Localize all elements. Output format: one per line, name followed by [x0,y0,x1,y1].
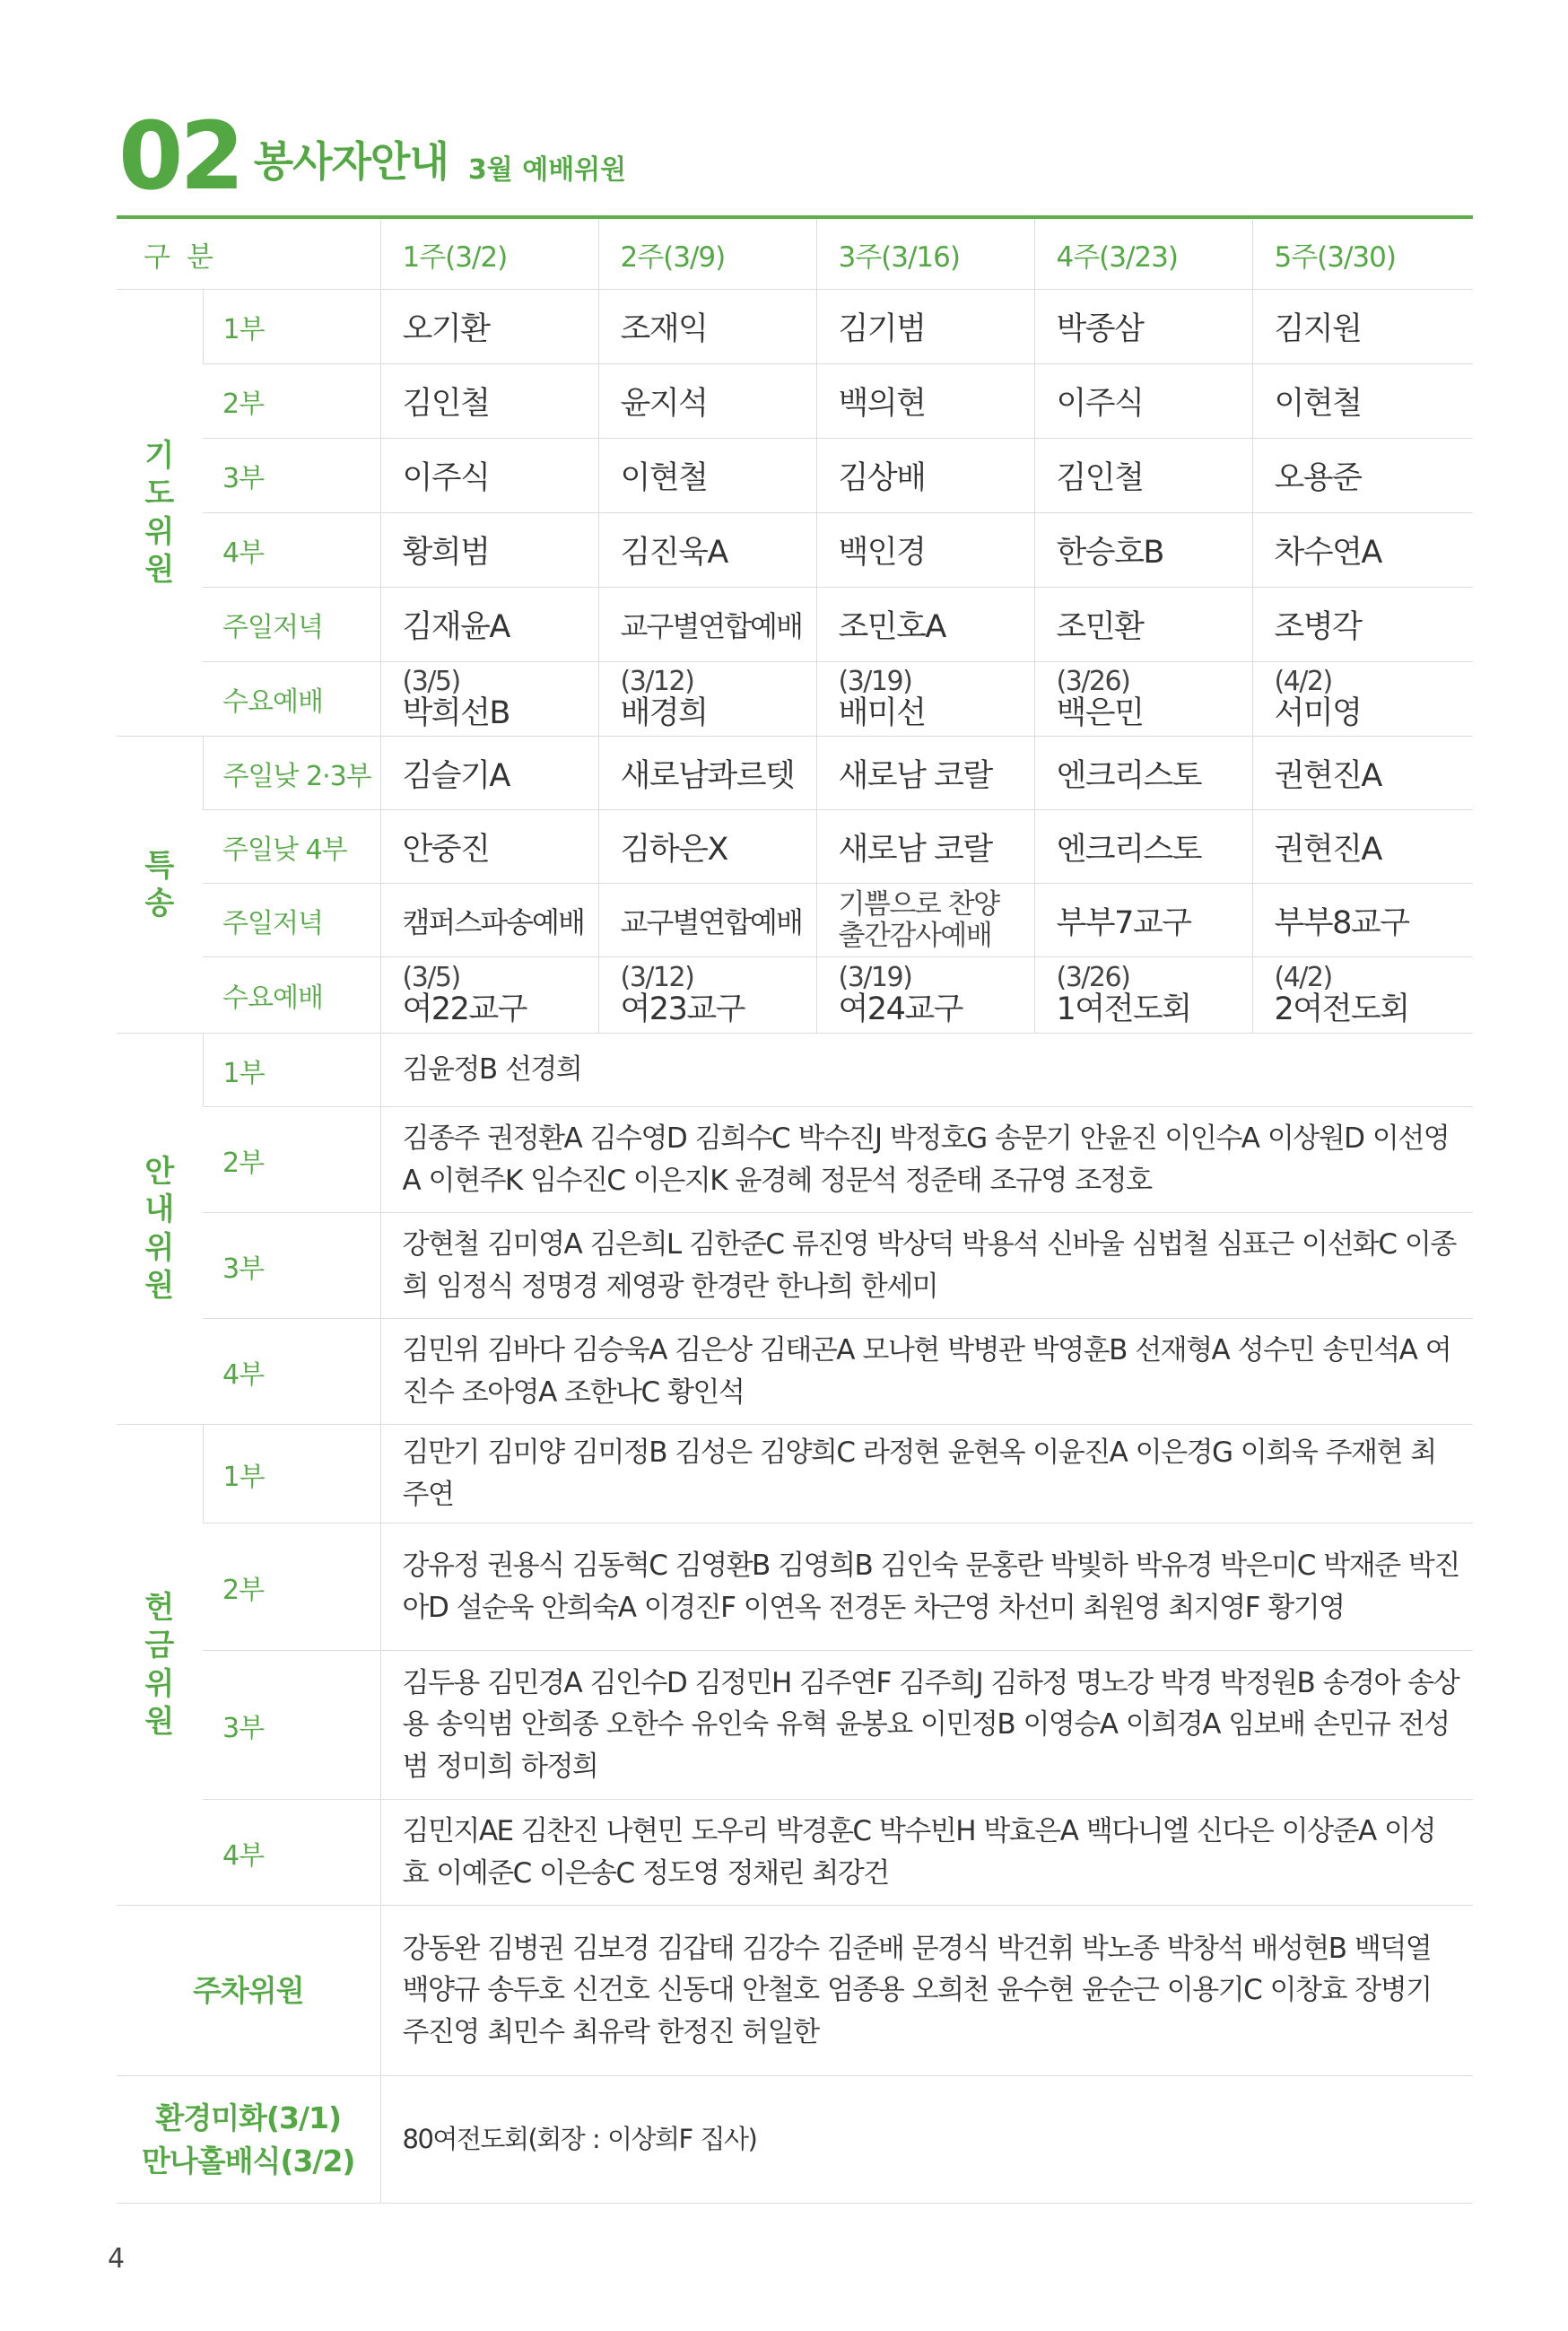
table-cell: 오용준 [1252,439,1473,513]
name-list: 김만기 김미양 김미정B 김성은 김양희C 라정현 윤현옥 이윤진A 이은경G 이희욱 주재현 최주연 [380,1425,1473,1523]
name-list: 김민지AE 김찬진 나현민 도우리 박경훈C 박수빈H 박효은A 백다니엘 신다은 이상준A 이성효 이예준C 이은송C 정도영 정채린 최강건 [380,1800,1473,1906]
table-row [117,1906,1473,2076]
name-list: 강동완 김병권 김보경 김갑태 김강수 김준배 문경식 박건휘 박노종 박창석 배성현B 백덕열 백양규 송두호 신건호 신동대 안철호 엄종용 오희천 윤수현 윤순근 이용기C 이창효 장병기 주진영 최민수 최유락 한정진 허일한 [380,1906,1473,2076]
row-label: 4부 [203,1800,380,1906]
table-cell: 김인철 [380,364,598,439]
table-cell: 이현철 [598,439,816,513]
name-list: 김두용 김민경A 김인수D 김정민H 김주연F 김주희J 김하정 명노강 박경 박정원B 송경아 송상용 송익범 안희종 오한수 유인숙 유혁 윤봉요 이민정B 이영승A 이희경A 임보배 손민규 전성범 정미희 하정희 [380,1651,1473,1800]
page-number: 4 [108,2243,126,2274]
table-row [117,439,1473,513]
name-list: 80여전도회(회장 : 이상희F 집사) [380,2076,1473,2204]
page-header [118,101,627,212]
table-cell: 윤지석 [598,364,816,439]
table-row [117,737,1473,810]
table-cell: 안중진 [380,810,598,884]
table-cell: 김재윤A [380,588,598,662]
table-row [117,1651,1473,1800]
table-cell: 부부7교구 [1034,884,1252,957]
row-label: 1부 [203,290,380,364]
table-cell: 권현진A [1252,810,1473,884]
table-cell: (3/12) 배경희 [598,662,816,737]
table-cell: 새로남콰르텟 [598,737,816,810]
row-label: 주일낮 2·3부 [203,737,380,810]
table-cell: 조민호A [816,588,1034,662]
table-row [117,588,1473,662]
table-row [117,364,1473,439]
section-subtitle: 3월 예배위원 [467,154,627,186]
row-label: 3부 [203,1651,380,1800]
table-cell: (3/19) 여24교구 [816,957,1034,1034]
table-cell: 새로남 코랄 [816,810,1034,884]
row-label: 주일낮 4부 [203,810,380,884]
group-label-special: 특송 [117,737,203,1034]
table-cell: 이현철 [1252,364,1473,439]
row-label: 수요예배 [203,662,380,737]
row-label: 2부 [203,364,380,439]
table-cell: 김슬기A [380,737,598,810]
row-label: 수요예배 [203,957,380,1034]
table-row [117,1319,1473,1425]
table-cell: (3/5) 박희선B [380,662,598,737]
week-header: 1주(3/2) [380,217,598,290]
group-label-prayer: 기도위원 [117,290,203,737]
volunteer-schedule-table [117,215,1473,2204]
table-cell: 황희범 [380,513,598,588]
table-row [117,1523,1473,1651]
table-cell: 김인철 [1034,439,1252,513]
table-row [117,884,1473,957]
table-cell: 김기범 [816,290,1034,364]
row-label: 4부 [203,1319,380,1425]
table-cell: 차수연A [1252,513,1473,588]
row-label: 1부 [203,1425,380,1523]
table-cell: 교구별연합예배 [598,588,816,662]
week-header: 3주(3/16) [816,217,1034,290]
table-cell: 엔크리스토 [1034,810,1252,884]
row-label: 2부 [203,1523,380,1651]
row-label: 3부 [203,1213,380,1319]
table-cell: 교구별연합예배 [598,884,816,957]
table-cell: 조민환 [1034,588,1252,662]
header-category: 구분 [117,217,380,290]
table-row [117,1213,1473,1319]
table-row [117,1425,1473,1523]
name-list: 김윤정B 선경희 [380,1034,1473,1107]
table-row [117,1034,1473,1107]
section-title: 봉사자안내 [253,137,449,186]
row-label: 주일저녁 [203,884,380,957]
table-cell: 조병각 [1252,588,1473,662]
table-row [117,1800,1473,1906]
section-number: 02 [118,101,241,212]
table-cell: 이주식 [1034,364,1252,439]
table-cell: 박종삼 [1034,290,1252,364]
table-row [117,2076,1473,2204]
table-row [117,810,1473,884]
table-cell: 새로남 코랄 [816,737,1034,810]
name-list: 강현철 김미영A 김은희L 김한준C 류진영 박상덕 박용석 신바울 심법철 심표근 이선화C 이종희 임정식 정명경 제영광 한경란 한나희 한세미 [380,1213,1473,1319]
table-cell: 한승호B [1034,513,1252,588]
group-label-offering: 헌금위원 [117,1425,203,1906]
row-label: 주일저녁 [203,588,380,662]
table-cell: 오기환 [380,290,598,364]
table-row [117,662,1473,737]
table-cell: (4/2) 2여전도회 [1252,957,1473,1034]
name-list: 김민위 김바다 김승욱A 김은상 김태곤A 모나현 박병관 박영훈B 선재형A 성수민 송민석A 여진수 조아영A 조한나C 황인석 [380,1319,1473,1425]
table-cell: 캠퍼스파송예배 [380,884,598,957]
table-cell: (4/2) 서미영 [1252,662,1473,737]
week-header: 4주(3/23) [1034,217,1252,290]
table-cell: (3/19) 배미선 [816,662,1034,737]
table-cell: 기쁨으로 찬양 출간감사예배 [816,884,1034,957]
table-header-row [117,217,1473,290]
row-label: 4부 [203,513,380,588]
table-cell: 엔크리스토 [1034,737,1252,810]
table-row [117,290,1473,364]
name-list: 강유정 권용식 김동혁C 김영환B 김영희B 김인숙 문홍란 박빛하 박유경 박은미C 박재준 박진아D 설순욱 안희숙A 이경진F 이연옥 전경돈 차근영 차선미 최원영 최지영F 황기영 [380,1523,1473,1651]
row-label: 3부 [203,439,380,513]
table-cell: 김진욱A [598,513,816,588]
group-label-environment: 환경미화(3/1) 만나홀배식(3/2) [117,2076,380,2204]
table-cell: (3/26) 1여전도회 [1034,957,1252,1034]
table-cell: (3/26) 백은민 [1034,662,1252,737]
table-cell: 김하은X [598,810,816,884]
table-cell: 부부8교구 [1252,884,1473,957]
week-header: 5주(3/30) [1252,217,1473,290]
table-row [117,1107,1473,1213]
table-cell: (3/12) 여23교구 [598,957,816,1034]
table-cell: 김상배 [816,439,1034,513]
table-cell: 김지원 [1252,290,1473,364]
week-header: 2주(3/9) [598,217,816,290]
row-label: 2부 [203,1107,380,1213]
table-cell: 백의현 [816,364,1034,439]
group-label-guide: 안내위원 [117,1034,203,1425]
row-label: 1부 [203,1034,380,1107]
table-cell: (3/5) 여22교구 [380,957,598,1034]
name-list: 김종주 권정환A 김수영D 김희수C 박수진J 박정호G 송문기 안윤진 이인수A 이상원D 이선영A 이현주K 임수진C 이은지K 윤경혜 정문석 정준태 조규영 조정호 [380,1107,1473,1213]
table-cell: 조재익 [598,290,816,364]
table-cell: 이주식 [380,439,598,513]
table-cell: 백인경 [816,513,1034,588]
table-row [117,957,1473,1034]
group-label-parking: 주차위원 [117,1906,380,2076]
table-cell: 권현진A [1252,737,1473,810]
table-row [117,513,1473,588]
